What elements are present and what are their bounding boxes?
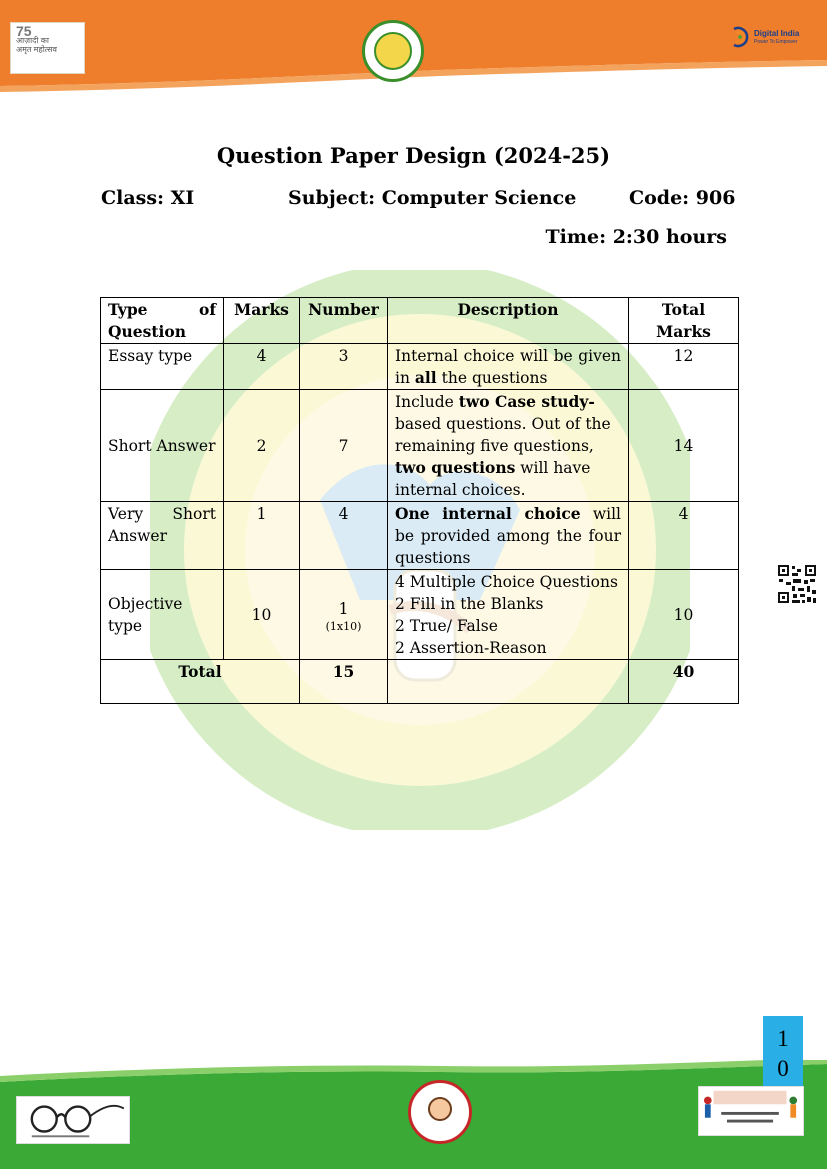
row-total: 14 — [629, 390, 739, 502]
row-number: 7 — [300, 390, 388, 502]
row-marks: 2 — [224, 390, 300, 502]
time-label: Time: 2:30 hours — [545, 226, 727, 248]
table-total-row — [101, 660, 739, 704]
objective-item: 2 Fill in the Blanks — [395, 595, 544, 613]
header-type: Type of Question — [101, 298, 224, 344]
table-row — [101, 570, 739, 660]
total-marks: 40 — [629, 660, 739, 704]
row-type: Short Answer — [101, 390, 224, 502]
row-total: 12 — [629, 344, 739, 390]
row-description: Internal choice will be given in all the questions — [388, 344, 629, 390]
total-number: 15 — [300, 660, 388, 704]
row-marks: 4 — [224, 344, 300, 390]
row-number: 3 — [300, 344, 388, 390]
objective-item: 2 Assertion-Reason — [395, 639, 547, 657]
table-row — [101, 344, 739, 390]
row-total: 10 — [629, 570, 739, 660]
row-number-value: 1 — [338, 599, 349, 618]
row-total: 4 — [629, 502, 739, 570]
swachh-bharat-logo — [16, 1096, 130, 1144]
header-total: Total Marks — [629, 298, 739, 344]
row-marks: 1 — [224, 502, 300, 570]
row-type: Objective type — [101, 570, 224, 660]
row-number: 4 — [300, 502, 388, 570]
digital-india-logo: Digital India Power To Empower — [728, 26, 798, 56]
subject-label: Subject: Computer Science — [288, 187, 577, 209]
header-number: Number — [300, 298, 388, 344]
objective-item: 4 Multiple Choice Questions — [395, 573, 618, 591]
beti-bachao-logo — [408, 1080, 472, 1144]
row-number — [300, 570, 388, 660]
qr-code-icon — [777, 564, 817, 604]
page-number: 10 — [777, 1026, 789, 1081]
question-paper-table — [100, 297, 739, 704]
total-label: Total — [101, 660, 300, 704]
table-row — [101, 390, 739, 502]
row-marks: 10 — [224, 570, 300, 660]
total-description-empty — [388, 660, 629, 704]
header-description: Description — [388, 298, 629, 344]
shiksha-ka-adhikar-logo — [698, 1086, 804, 1136]
board-seal-logo — [362, 20, 424, 82]
class-label: Class: XI — [101, 187, 195, 209]
table-header-row — [101, 298, 739, 344]
page-number-box — [763, 1016, 803, 1086]
header-marks: Marks — [224, 298, 300, 344]
document-title: Question Paper Design (2024-25) — [216, 143, 611, 168]
row-type: Very Short Answer — [101, 502, 224, 570]
azadi-ka-amrit-mahotsav-logo: 75 आज़ादी का अमृत महोत्सव — [10, 22, 85, 74]
row-description — [388, 570, 629, 660]
row-description: Include two Case study-based questions. Out of the remaining five questions, two questions will have internal choices. — [388, 390, 629, 502]
row-type: Essay type — [101, 344, 224, 390]
row-description: One internal choice will be provided among the four questions — [388, 502, 629, 570]
code-label: Code: 906 — [629, 187, 736, 209]
objective-item: 2 True/ False — [395, 617, 498, 635]
row-number-note: (1x10) — [325, 619, 362, 633]
table-row — [101, 502, 739, 570]
